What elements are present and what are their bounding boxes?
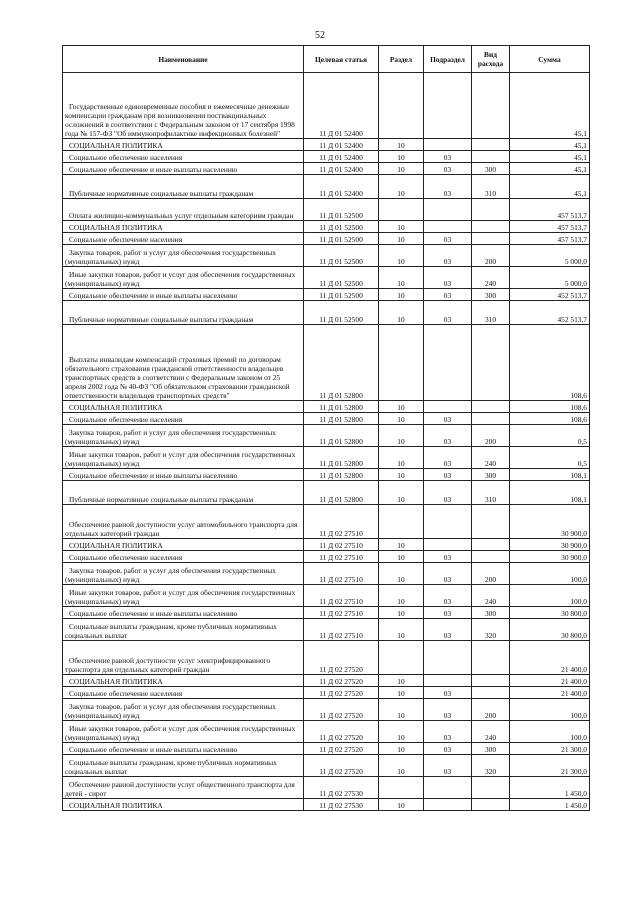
cell-target-code: 11 Д 02 27520 (304, 675, 379, 687)
cell-sum: 100,0 (510, 563, 590, 585)
cell-section: 10 (379, 221, 424, 233)
cell-subsection: 03 (424, 607, 472, 619)
cell-sum: 108,1 (510, 481, 590, 505)
cell-name: Выплаты инвалидам компенсаций страховых премий по договорам обязательного страхования гражданской ответственности владельцев транспортных средств в соответствии с Федеральным законом от 25 апреля 2002 года № 40-ФЗ "Об обязательном страховании гражданской ответственности владельцев транспортных средств" (63, 325, 304, 401)
cell-expense-type (472, 401, 510, 413)
cell-target-code: 11 Д 02 27510 (304, 563, 379, 585)
cell-subsection: 03 (424, 175, 472, 199)
header-subsection: Подраздел (424, 46, 472, 73)
cell-target-code: 11 Д 01 52800 (304, 413, 379, 425)
cell-section: 10 (379, 481, 424, 505)
cell-target-code: 11 Д 01 52500 (304, 233, 379, 245)
cell-subsection: 03 (424, 619, 472, 641)
table-row (63, 777, 590, 799)
cell-subsection: 03 (424, 755, 472, 777)
cell-sum: 100,0 (510, 721, 590, 743)
table-row (63, 325, 590, 401)
cell-sum: 30 800,0 (510, 619, 590, 641)
cell-expense-type: 300 (472, 743, 510, 755)
cell-section (379, 325, 424, 401)
table-row (63, 551, 590, 563)
cell-sum: 30 900,0 (510, 551, 590, 563)
cell-section: 10 (379, 743, 424, 755)
cell-target-code: 11 Д 02 27530 (304, 777, 379, 799)
cell-target-code: 11 Д 02 27510 (304, 539, 379, 551)
cell-subsection (424, 799, 472, 811)
cell-name: Оплата жилищно-коммунальных услуг отдельным категориям граждан (63, 199, 304, 221)
cell-section: 10 (379, 699, 424, 721)
budget-table (62, 45, 590, 811)
cell-expense-type (472, 325, 510, 401)
table-row (63, 447, 590, 469)
cell-expense-type: 200 (472, 425, 510, 447)
cell-name: Иные закупки товаров, работ и услуг для обеспечения государственных (муниципальных) нужд (63, 585, 304, 607)
cell-expense-type (472, 221, 510, 233)
cell-section: 10 (379, 401, 424, 413)
cell-section: 10 (379, 139, 424, 151)
cell-target-code: 11 Д 02 27510 (304, 585, 379, 607)
cell-expense-type: 310 (472, 175, 510, 199)
cell-target-code: 11 Д 01 52800 (304, 401, 379, 413)
cell-name: Социальное обеспечение населения (63, 151, 304, 163)
cell-sum: 30 900,0 (510, 505, 590, 539)
cell-expense-type: 240 (472, 447, 510, 469)
cell-name: Социальное обеспечение населения (63, 687, 304, 699)
table-row (63, 539, 590, 551)
cell-target-code: 11 Д 01 52400 (304, 151, 379, 163)
cell-sum: 45,1 (510, 163, 590, 175)
cell-name: СОЦИАЛЬНАЯ ПОЛИТИКА (63, 221, 304, 233)
cell-target-code: 11 Д 01 52800 (304, 325, 379, 401)
cell-sum: 45,1 (510, 73, 590, 139)
table-row (63, 163, 590, 175)
cell-name: Социальное обеспечение и иные выплаты населению (63, 743, 304, 755)
cell-section: 10 (379, 551, 424, 563)
cell-target-code: 11 Д 01 52400 (304, 73, 379, 139)
cell-sum: 5 000,0 (510, 245, 590, 267)
cell-target-code: 11 Д 01 52500 (304, 289, 379, 301)
cell-subsection (424, 539, 472, 551)
cell-expense-type (472, 675, 510, 687)
cell-section: 10 (379, 619, 424, 641)
table-row (63, 585, 590, 607)
cell-sum: 108,6 (510, 413, 590, 425)
cell-target-code: 11 Д 02 27520 (304, 641, 379, 675)
cell-subsection: 03 (424, 585, 472, 607)
table-row (63, 199, 590, 221)
table-row (63, 721, 590, 743)
cell-subsection (424, 139, 472, 151)
cell-sum: 457 513,7 (510, 199, 590, 221)
cell-section: 10 (379, 539, 424, 551)
cell-subsection: 03 (424, 289, 472, 301)
cell-subsection (424, 675, 472, 687)
cell-name: Социальное обеспечение населения (63, 233, 304, 245)
cell-subsection (424, 401, 472, 413)
cell-expense-type: 300 (472, 469, 510, 481)
page-number: 52 (315, 30, 325, 41)
cell-sum: 108,1 (510, 469, 590, 481)
cell-expense-type: 300 (472, 163, 510, 175)
cell-section: 10 (379, 799, 424, 811)
cell-target-code: 11 Д 01 52500 (304, 245, 379, 267)
cell-expense-type: 240 (472, 267, 510, 289)
cell-sum: 30 800,0 (510, 607, 590, 619)
cell-target-code: 11 Д 01 52500 (304, 267, 379, 289)
cell-sum: 45,1 (510, 139, 590, 151)
table-row (63, 221, 590, 233)
cell-name: СОЦИАЛЬНАЯ ПОЛИТИКА (63, 401, 304, 413)
cell-sum: 457 513,7 (510, 221, 590, 233)
cell-target-code: 11 Д 02 27520 (304, 755, 379, 777)
cell-expense-type: 300 (472, 607, 510, 619)
cell-subsection (424, 777, 472, 799)
cell-name: Иные закупки товаров, работ и услуг для обеспечения государственных (муниципальных) нужд (63, 721, 304, 743)
cell-name: Социальное обеспечение и иные выплаты населению (63, 163, 304, 175)
table-row (63, 139, 590, 151)
table-row (63, 469, 590, 481)
cell-section: 10 (379, 675, 424, 687)
cell-subsection: 03 (424, 551, 472, 563)
cell-section: 10 (379, 425, 424, 447)
cell-subsection: 03 (424, 245, 472, 267)
cell-section: 10 (379, 175, 424, 199)
cell-subsection: 03 (424, 481, 472, 505)
cell-target-code: 11 Д 02 27510 (304, 619, 379, 641)
cell-expense-type (472, 777, 510, 799)
cell-subsection (424, 199, 472, 221)
cell-section: 10 (379, 607, 424, 619)
cell-target-code: 11 Д 02 27520 (304, 699, 379, 721)
cell-subsection: 03 (424, 563, 472, 585)
cell-section: 10 (379, 163, 424, 175)
cell-expense-type: 320 (472, 619, 510, 641)
cell-expense-type (472, 641, 510, 675)
cell-subsection: 03 (424, 301, 472, 325)
cell-sum: 0,5 (510, 447, 590, 469)
cell-sum: 5 000,0 (510, 267, 590, 289)
cell-sum: 21 400,0 (510, 675, 590, 687)
cell-subsection (424, 505, 472, 539)
cell-target-code: 11 Д 02 27530 (304, 799, 379, 811)
table-row (63, 413, 590, 425)
cell-expense-type (472, 413, 510, 425)
cell-sum: 1 450,0 (510, 799, 590, 811)
cell-section: 10 (379, 469, 424, 481)
table-row (63, 563, 590, 585)
cell-target-code: 11 Д 02 27520 (304, 743, 379, 755)
cell-name: Социальные выплаты гражданам, кроме публичных нормативных социальных выплат (63, 619, 304, 641)
cell-name: СОЦИАЛЬНАЯ ПОЛИТИКА (63, 139, 304, 151)
cell-name: Закупка товаров, работ и услуг для обеспечения государственных (муниципальных) нужд (63, 425, 304, 447)
table-row (63, 505, 590, 539)
cell-sum: 21 400,0 (510, 687, 590, 699)
table-row (63, 289, 590, 301)
table-row (63, 425, 590, 447)
cell-target-code: 11 Д 01 52400 (304, 139, 379, 151)
cell-subsection: 03 (424, 743, 472, 755)
cell-name: Социальное обеспечение населения (63, 551, 304, 563)
cell-section (379, 505, 424, 539)
cell-target-code: 11 Д 01 52500 (304, 301, 379, 325)
table-row (63, 675, 590, 687)
cell-subsection: 03 (424, 151, 472, 163)
cell-name: Иные закупки товаров, работ и услуг для обеспечения государственных (муниципальных) нужд (63, 447, 304, 469)
header-code: Целевая статья (304, 46, 379, 73)
cell-name: Иные закупки товаров, работ и услуг для обеспечения государственных (муниципальных) нужд (63, 267, 304, 289)
cell-section: 10 (379, 413, 424, 425)
cell-section: 10 (379, 447, 424, 469)
cell-expense-type (472, 139, 510, 151)
cell-expense-type: 240 (472, 585, 510, 607)
table-row (63, 699, 590, 721)
cell-sum: 452 513,7 (510, 289, 590, 301)
cell-name: Обеспечение равной доступности услуг общественного транспорта для детей - сирот (63, 777, 304, 799)
cell-name: Социальное обеспечение населения (63, 413, 304, 425)
cell-sum: 21 300,0 (510, 755, 590, 777)
table-row (63, 401, 590, 413)
cell-expense-type: 200 (472, 245, 510, 267)
table-row (63, 73, 590, 139)
cell-name: Социальное обеспечение и иные выплаты населению (63, 469, 304, 481)
cell-expense-type (472, 687, 510, 699)
table-row (63, 245, 590, 267)
cell-target-code: 11 Д 01 52400 (304, 163, 379, 175)
cell-expense-type: 240 (472, 721, 510, 743)
cell-target-code: 11 Д 02 27520 (304, 687, 379, 699)
cell-sum: 100,0 (510, 585, 590, 607)
cell-section: 10 (379, 563, 424, 585)
cell-expense-type (472, 799, 510, 811)
cell-subsection (424, 221, 472, 233)
cell-target-code: 11 Д 02 27510 (304, 607, 379, 619)
cell-name: Государственные единовременные пособия и ежемесячные денежные компенсации гражданам при возникновении поствакцинальных осложнений в соответствии с Федеральным законом от 17 сентября 1998 года № 157-ФЗ "Об иммунопрофилактике инфекционных болезней" (63, 73, 304, 139)
cell-target-code: 11 Д 01 52500 (304, 221, 379, 233)
cell-name: Закупка товаров, работ и услуг для обеспечения государственных (муниципальных) нужд (63, 245, 304, 267)
cell-name: Публичные нормативные социальные выплаты гражданам (63, 175, 304, 199)
cell-sum: 0,5 (510, 425, 590, 447)
cell-target-code: 11 Д 01 52800 (304, 481, 379, 505)
cell-target-code: 11 Д 02 27510 (304, 505, 379, 539)
cell-sum: 457 513,7 (510, 233, 590, 245)
cell-expense-type: 310 (472, 301, 510, 325)
cell-name: Социальные выплаты гражданам, кроме публичных нормативных социальных выплат (63, 755, 304, 777)
cell-expense-type (472, 539, 510, 551)
cell-subsection (424, 73, 472, 139)
table-row (63, 151, 590, 163)
cell-subsection: 03 (424, 721, 472, 743)
cell-name: Публичные нормативные социальные выплаты гражданам (63, 481, 304, 505)
header-section: Раздел (379, 46, 424, 73)
cell-expense-type: 200 (472, 563, 510, 585)
cell-sum: 100,0 (510, 699, 590, 721)
cell-target-code: 11 Д 01 52400 (304, 175, 379, 199)
cell-subsection: 03 (424, 163, 472, 175)
cell-section: 10 (379, 301, 424, 325)
cell-section: 10 (379, 289, 424, 301)
cell-expense-type (472, 151, 510, 163)
cell-section: 10 (379, 151, 424, 163)
table-row (63, 755, 590, 777)
table-row (63, 233, 590, 245)
table-row (63, 743, 590, 755)
table-row (63, 641, 590, 675)
cell-name: Закупка товаров, работ и услуг для обеспечения государственных (муниципальных) нужд (63, 563, 304, 585)
cell-name: СОЦИАЛЬНАЯ ПОЛИТИКА (63, 539, 304, 551)
cell-expense-type (472, 233, 510, 245)
cell-subsection: 03 (424, 233, 472, 245)
cell-target-code: 11 Д 02 27510 (304, 551, 379, 563)
cell-subsection: 03 (424, 469, 472, 481)
cell-expense-type: 310 (472, 481, 510, 505)
table-row (63, 607, 590, 619)
cell-target-code: 11 Д 01 52800 (304, 469, 379, 481)
cell-expense-type: 200 (472, 699, 510, 721)
cell-subsection: 03 (424, 699, 472, 721)
cell-section (379, 777, 424, 799)
cell-section: 10 (379, 267, 424, 289)
cell-target-code: 11 Д 01 52800 (304, 425, 379, 447)
table-row (63, 481, 590, 505)
header-expense-type: Вид расхода (472, 46, 510, 73)
cell-expense-type (472, 505, 510, 539)
cell-name: Публичные нормативные социальные выплаты гражданам (63, 301, 304, 325)
cell-section: 10 (379, 687, 424, 699)
cell-expense-type (472, 551, 510, 563)
table-row (63, 175, 590, 199)
cell-name: Обеспечение равной доступности услуг электрифицированного транспорта для отдельных категорий граждан (63, 641, 304, 675)
table-row (63, 687, 590, 699)
cell-name: СОЦИАЛЬНАЯ ПОЛИТИКА (63, 799, 304, 811)
cell-subsection: 03 (424, 687, 472, 699)
table-row (63, 799, 590, 811)
header-row (63, 46, 590, 73)
cell-section (379, 199, 424, 221)
header-sum: Сумма (510, 46, 590, 73)
cell-name: Обеспечение равной доступности услуг автомобильного транспорта для отдельных категорий граждан (63, 505, 304, 539)
cell-target-code: 11 Д 02 27520 (304, 721, 379, 743)
header-name: Наименование (63, 46, 304, 73)
cell-name: СОЦИАЛЬНАЯ ПОЛИТИКА (63, 675, 304, 687)
cell-subsection (424, 641, 472, 675)
cell-subsection: 03 (424, 447, 472, 469)
cell-target-code: 11 Д 01 52500 (304, 199, 379, 221)
cell-name: Социальное обеспечение и иные выплаты населению (63, 289, 304, 301)
cell-expense-type (472, 73, 510, 139)
cell-subsection: 03 (424, 413, 472, 425)
cell-section: 10 (379, 585, 424, 607)
cell-sum: 108,6 (510, 325, 590, 401)
cell-subsection: 03 (424, 267, 472, 289)
cell-sum: 21 400,0 (510, 641, 590, 675)
table-row (63, 301, 590, 325)
cell-target-code: 11 Д 01 52800 (304, 447, 379, 469)
cell-name: Социальное обеспечение и иные выплаты населению (63, 607, 304, 619)
cell-sum: 108,6 (510, 401, 590, 413)
cell-sum: 30 900,0 (510, 539, 590, 551)
table-row (63, 619, 590, 641)
cell-section: 10 (379, 721, 424, 743)
cell-sum: 45,1 (510, 175, 590, 199)
cell-sum: 45,1 (510, 151, 590, 163)
cell-sum: 1 450,0 (510, 777, 590, 799)
cell-section: 10 (379, 233, 424, 245)
cell-sum: 452 513,7 (510, 301, 590, 325)
cell-section: 10 (379, 245, 424, 267)
cell-expense-type: 300 (472, 289, 510, 301)
cell-name: Закупка товаров, работ и услуг для обеспечения государственных (муниципальных) нужд (63, 699, 304, 721)
cell-section: 10 (379, 755, 424, 777)
cell-subsection: 03 (424, 425, 472, 447)
cell-expense-type (472, 199, 510, 221)
cell-subsection (424, 325, 472, 401)
cell-expense-type: 320 (472, 755, 510, 777)
table-row (63, 267, 590, 289)
cell-sum: 21 300,0 (510, 743, 590, 755)
cell-section (379, 73, 424, 139)
cell-section (379, 641, 424, 675)
